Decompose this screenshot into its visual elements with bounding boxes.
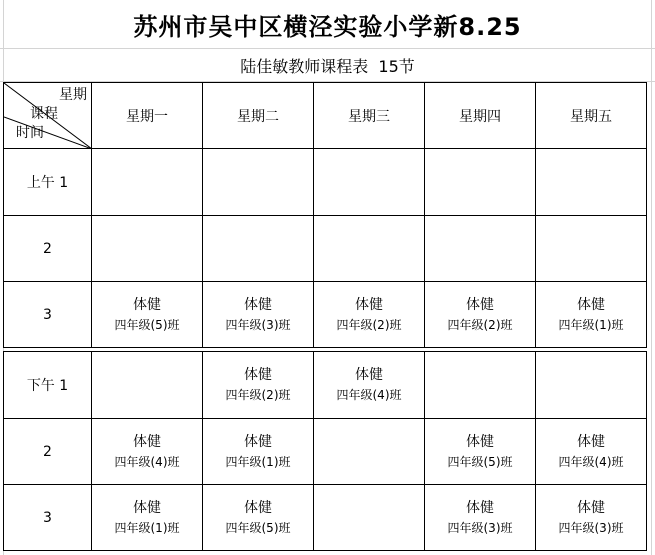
timetable-cell bbox=[425, 282, 536, 348]
period-label: 3 bbox=[4, 485, 92, 551]
day-header-2: 星期二 bbox=[203, 83, 314, 149]
timetable-cell bbox=[92, 282, 203, 348]
lesson-class: 四年级(1)班 bbox=[225, 454, 291, 469]
timetable-cell bbox=[536, 282, 647, 348]
timetable-cell bbox=[314, 485, 425, 551]
period-row bbox=[4, 149, 647, 216]
timetable-cell bbox=[92, 216, 203, 282]
day-header-5: 星期五 bbox=[536, 83, 647, 149]
lesson-subject: 体健 bbox=[466, 433, 494, 450]
lesson-subject: 体健 bbox=[355, 367, 383, 383]
lesson-class: 四年级(3)班 bbox=[447, 520, 513, 535]
lesson-subject: 体健 bbox=[244, 296, 272, 313]
lesson-class: 四年级(2)班 bbox=[225, 388, 291, 402]
lesson-class: 四年级(4)班 bbox=[114, 454, 180, 469]
lesson-class: 四年级(5)班 bbox=[225, 520, 291, 535]
timetable-cell bbox=[536, 149, 647, 216]
timetable-cell bbox=[314, 352, 425, 419]
period-label: 2 bbox=[4, 419, 92, 485]
period-row bbox=[4, 485, 647, 551]
day-header-1: 星期一 bbox=[92, 83, 203, 149]
lesson-subject: 体健 bbox=[466, 499, 494, 516]
timetable-cell bbox=[425, 352, 536, 419]
corner-label-time: 时间 bbox=[16, 125, 44, 141]
lesson-subject: 体健 bbox=[244, 499, 272, 516]
timetable-cell bbox=[203, 149, 314, 216]
timetable-cell bbox=[536, 419, 647, 485]
corner-label-course: 课程 bbox=[30, 106, 58, 122]
lesson-subject: 体健 bbox=[244, 433, 272, 450]
timetable-cell bbox=[314, 282, 425, 348]
lesson-class: 四年级(2)班 bbox=[336, 317, 402, 332]
timetable-cell bbox=[92, 419, 203, 485]
timetable-morning bbox=[3, 82, 647, 348]
timetable-cell bbox=[92, 352, 203, 419]
timetable-cell bbox=[203, 216, 314, 282]
lesson-subject: 体健 bbox=[244, 367, 272, 383]
lesson-class: 四年级(3)班 bbox=[225, 317, 291, 332]
grid-line bbox=[651, 0, 652, 555]
timetable-cell bbox=[92, 485, 203, 551]
corner-header-cell bbox=[4, 83, 92, 149]
lesson-subject: 体健 bbox=[133, 433, 161, 450]
period-row bbox=[4, 282, 647, 348]
day-header-3: 星期三 bbox=[314, 83, 425, 149]
period-label: 2 bbox=[4, 216, 92, 282]
timetable-cell bbox=[203, 282, 314, 348]
lesson-class: 四年级(1)班 bbox=[558, 317, 624, 332]
lesson-class: 四年级(2)班 bbox=[447, 317, 513, 332]
header-row bbox=[4, 83, 647, 149]
lesson-class: 四年级(5)班 bbox=[114, 317, 180, 332]
lesson-subject: 体健 bbox=[466, 296, 494, 313]
timetable-cell bbox=[536, 216, 647, 282]
lesson-class: 四年级(5)班 bbox=[447, 454, 513, 469]
period-row bbox=[4, 352, 647, 419]
timetable-afternoon bbox=[3, 351, 647, 551]
lesson-class: 四年级(3)班 bbox=[558, 520, 624, 535]
period-row bbox=[4, 216, 647, 282]
timetable-cell bbox=[425, 216, 536, 282]
lesson-subject: 体健 bbox=[133, 499, 161, 516]
period-row bbox=[4, 419, 647, 485]
period-label: 3 bbox=[4, 282, 92, 348]
lesson-subject: 体健 bbox=[577, 433, 605, 450]
page-title: 苏州市吴中区横泾实验小学新8.25 bbox=[133, 12, 522, 41]
timetable-cell bbox=[536, 352, 647, 419]
timetable-cell bbox=[314, 216, 425, 282]
day-header-4: 星期四 bbox=[425, 83, 536, 149]
corner-label-week: 星期 bbox=[59, 87, 87, 103]
lesson-class: 四年级(4)班 bbox=[558, 454, 624, 469]
timetable-cell bbox=[203, 419, 314, 485]
timetable-cell bbox=[536, 485, 647, 551]
lesson-subject: 体健 bbox=[133, 296, 161, 313]
lesson-subject: 体健 bbox=[355, 296, 383, 313]
period-label: 下午 1 bbox=[4, 352, 92, 419]
timetable-cell bbox=[203, 485, 314, 551]
lesson-subject: 体健 bbox=[577, 296, 605, 313]
lesson-class: 四年级(1)班 bbox=[114, 520, 180, 535]
timetable-cell bbox=[92, 149, 203, 216]
lesson-class: 四年级(4)班 bbox=[336, 388, 402, 402]
lesson-subject: 体健 bbox=[577, 499, 605, 516]
timetable-cell bbox=[425, 485, 536, 551]
timetable-cell bbox=[314, 419, 425, 485]
timetable-cell bbox=[203, 352, 314, 419]
page-subtitle: 陆佳敏教师课程表 15节 bbox=[240, 56, 415, 76]
timetable-cell bbox=[314, 149, 425, 216]
period-label: 上午 1 bbox=[4, 149, 92, 216]
timetable-cell bbox=[425, 149, 536, 216]
timetable-cell bbox=[425, 419, 536, 485]
